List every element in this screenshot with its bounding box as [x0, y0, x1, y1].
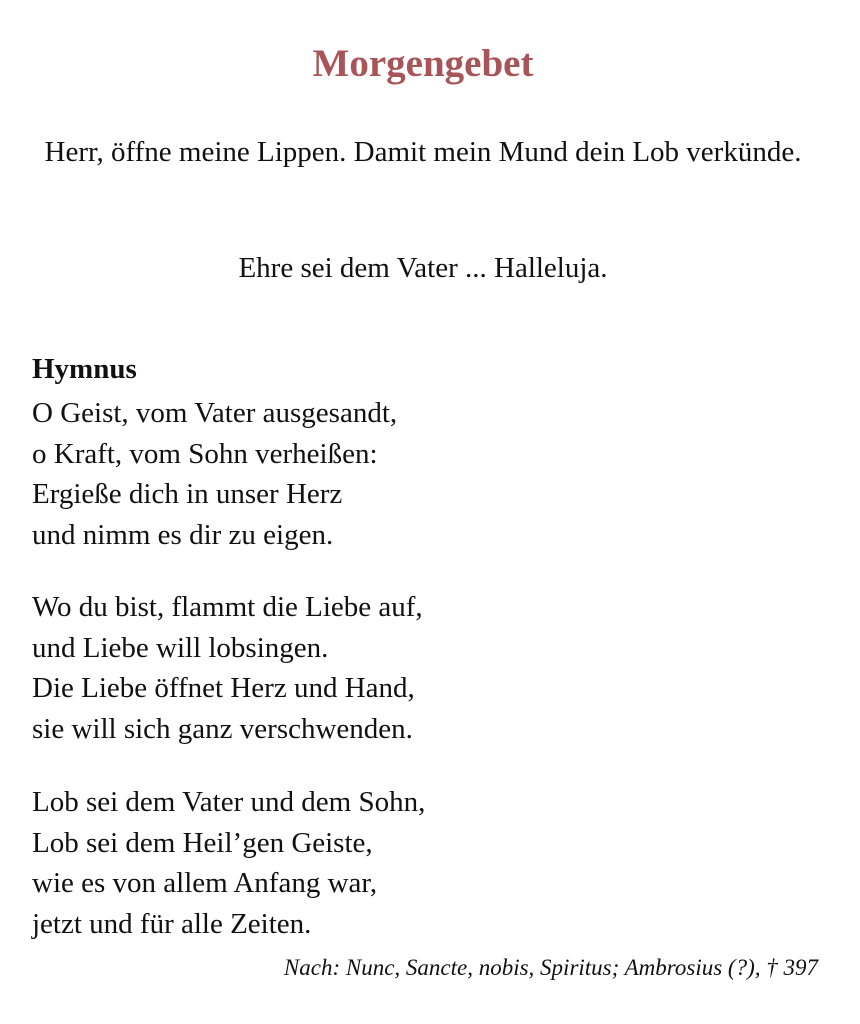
stanza-line: und nimm es dir zu eigen. [32, 518, 334, 551]
stanza-line: Wo du bist, flammt die Liebe auf, [32, 591, 423, 623]
doxology-text: Ehre sei dem Vater ... Halleluja. [238, 252, 608, 284]
page-title: Morgengebet [312, 42, 534, 85]
hymn-stanza-1 [32, 393, 397, 555]
stanza-line: Lob sei dem Vater und dem Sohn, [32, 786, 426, 818]
stanza-line: o Kraft, vom Sohn verheißen: [32, 437, 378, 470]
stanza-line: O Geist, vom Vater ausgesandt, [32, 397, 398, 429]
hymn-heading: Hymnus [32, 353, 137, 385]
hymn-stanza-3 [32, 782, 425, 944]
hymn-stanza-2 [32, 587, 423, 749]
stanza-line: Lob sei dem Heil’gen Geiste, [32, 826, 373, 859]
stanza-line: sie will sich ganz verschwenden. [32, 712, 413, 745]
invocation-text: Herr, öffne meine Lippen. Damit mein Mund dein Lob verkünde. [44, 136, 802, 168]
stanza-line: Ergieße dich in unser Herz [32, 478, 343, 510]
stanza-line: jetzt und für alle Zeiten. [32, 907, 312, 940]
stanza-line: und Liebe will lobsingen. [32, 631, 329, 664]
stanza-line: wie es von allem Anfang war, [32, 867, 378, 899]
stanza-line: Die Liebe öffnet Herz und Hand, [32, 672, 415, 704]
hymn-source-attribution: Nach: Nunc, Sancte, nobis, Spiritus; Ambrosius (?), † 397 [283, 955, 818, 980]
